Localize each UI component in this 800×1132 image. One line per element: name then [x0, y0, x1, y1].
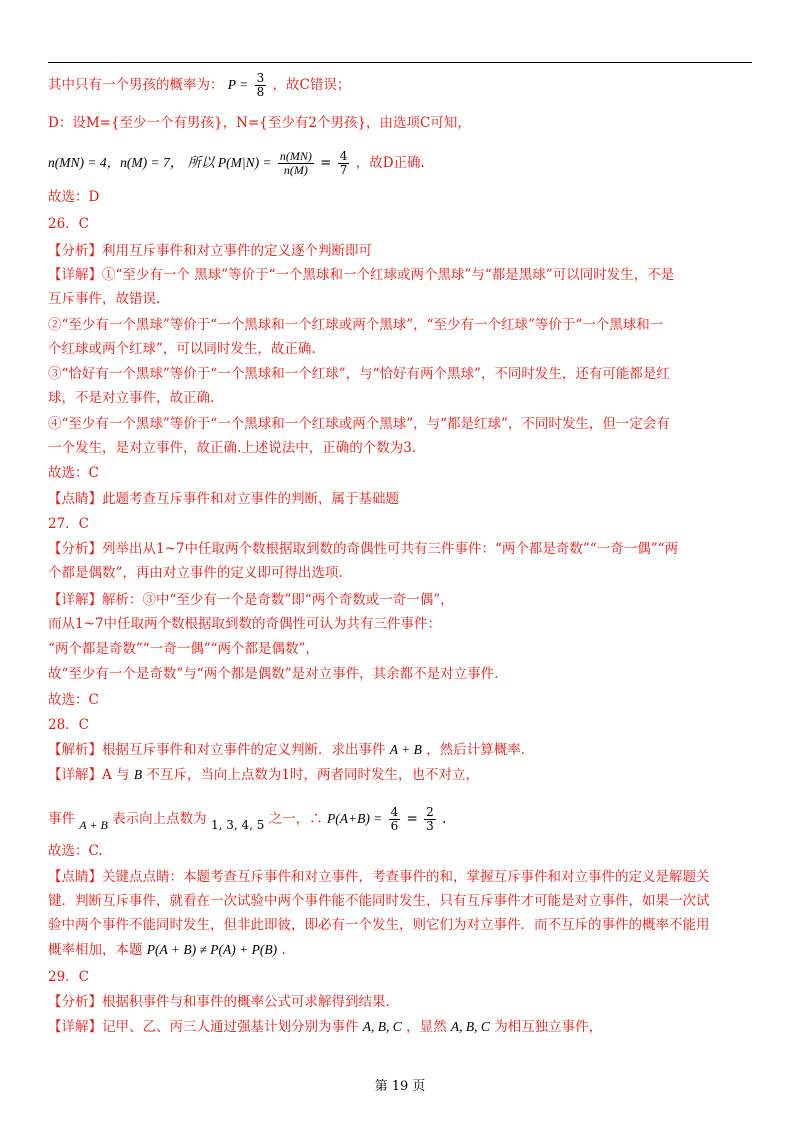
line-text: 其中只有一个男孩的概率为：	[48, 77, 224, 93]
page-footer: 第 19 页	[374, 1079, 426, 1094]
text-line: 故选：C	[48, 465, 99, 481]
numerator: 3	[256, 71, 265, 85]
text-line	[48, 806, 446, 833]
formula: 1, 3, 4, 5	[210, 818, 265, 832]
line-text: .	[281, 942, 286, 958]
fraction	[278, 150, 314, 177]
line-text: 【解析】根据互斥事件和对立事件的定义判断．求出事件	[48, 742, 386, 758]
text-line: ③“恰好有一个黑球”等价于“一个黑球和一个红球”，与“恰好有两个黑球”，不同时发生，还有可能都是红	[48, 366, 670, 382]
line-text: 事件	[48, 811, 75, 827]
text-line: 【分析】根据积事件与和事件的概率公式可求解得到结果.	[48, 994, 390, 1010]
formula: P(A + B) ≠ P(A) + P(B)	[146, 942, 278, 957]
line-text: 不互斥，当向上点数为1时，两者同时发生，也不对立，	[146, 767, 479, 783]
line-text: 【详解】A 与	[48, 767, 130, 783]
numerator: n(MN)	[279, 149, 312, 163]
formula: P(A+B) =	[326, 811, 383, 826]
text-line: 球，不是对立事件，故正确.	[48, 390, 215, 406]
text-line	[48, 941, 286, 959]
text-line: 【分析】利用互斥事件和对立事件的定义逐个判断即可	[48, 243, 372, 259]
denominator: 7	[339, 163, 348, 177]
text-line: 一个发生，是对立事件，故正确.上述说法中，正确的个数为3.	[48, 440, 417, 456]
formula: A + B	[389, 742, 422, 757]
denominator: 6	[390, 819, 399, 833]
line-text: ，然后计算概率．	[426, 742, 535, 758]
numerator: 4	[390, 805, 399, 819]
text-line: 故选：C.	[48, 843, 103, 859]
text-line: 键．判断互斥事件，就看在一次试验中两个事件能不能同时发生，只有互斥事件才可能是对立事件，如果一次试	[48, 893, 710, 909]
line-text: 【详解】记甲、乙、丙三人通过强基计划分别为事件	[48, 1019, 359, 1035]
equals-sign: =	[320, 155, 332, 171]
line-text: 表示向上点数为	[112, 811, 207, 827]
fraction	[338, 150, 350, 177]
fraction	[255, 72, 267, 99]
denominator: 8	[256, 85, 265, 99]
formula: P =	[227, 77, 249, 92]
text-line: 验中两个事件不能同时发生，但非此即彼，即必有一个发生，则它们为对立事件．而不互斥的事件的概率不能用	[48, 917, 710, 933]
text-line: ④“至少有一个黑球”等价于“一个黑球和一个红球或两个黑球”，与“都是红球”，不同时发生，但一定会有	[48, 416, 670, 432]
line-text: ，显然	[406, 1019, 447, 1035]
fraction	[389, 806, 401, 833]
text-line: 【详解】解析：③中“至少有一个是奇数”即“两个奇数或一奇一偶”，	[48, 592, 454, 608]
question-number: 27．C	[48, 516, 90, 532]
text-line: 故“至少有一个是奇数”与“两个都是偶数”是对立事件，其余都不是对立事件.	[48, 666, 499, 682]
question-number: 29．C	[48, 969, 90, 985]
text-line	[48, 150, 425, 177]
line-text: 概率相加，本题	[48, 942, 143, 958]
text-line: 故选：D	[48, 189, 100, 205]
line-text: ，故C错误；	[272, 77, 351, 93]
numerator: 2	[426, 805, 434, 819]
formula: B	[133, 767, 143, 782]
numerator: 4	[339, 149, 348, 163]
question-number: 26．C	[48, 216, 90, 232]
text-line: 【点睛】关键点点睛：本题考查互斥事件和对立事件，考查事件的和，掌握互斥事件和对立事件的定义是解题关	[48, 869, 710, 885]
formula: 所以 P(M|N) =	[187, 155, 272, 170]
text-line: 互斥事件，故错误.	[48, 291, 161, 307]
text-line: 而从1~7中任取两个数根据取到数的奇偶性可认为共有三件事件：	[48, 616, 441, 632]
header-rule	[48, 62, 752, 63]
fraction	[424, 806, 436, 833]
text-line	[48, 766, 479, 784]
text-line: D：设M={至少一个有男孩}，N={至少有2个男孩}，由选项C可知，	[48, 115, 471, 131]
line-text: .	[442, 811, 447, 827]
text-line: 【点睛】此题考查互斥事件和对立事件的判断，属于基础题	[48, 491, 399, 507]
denominator: 3	[426, 819, 434, 833]
line-text: ，故D正确.	[355, 155, 425, 171]
text-line	[48, 1018, 602, 1036]
question-number: 28．C	[48, 717, 90, 733]
text-line	[48, 72, 350, 99]
text-line: 故选：C	[48, 692, 99, 708]
text-line: 个红球或两个红球”，可以同时发生，故正确.	[48, 341, 316, 357]
text-line: 个都是偶数”，再由对立事件的定义即可得出选项.	[48, 565, 343, 581]
formula: A, B, C	[362, 1019, 402, 1034]
equals-sign: =	[406, 811, 418, 827]
formula: A + B	[79, 818, 108, 832]
text-line: “两个都是奇数”“一奇一偶”“两个都是偶数”，	[48, 641, 319, 657]
text-line: 【详解】①“至少有一个 黑球”等价于“一个黑球和一个红球或两个黑球”与“都是黑球”可以同时发生，不是	[48, 267, 675, 283]
formula: n(MN) = 4，n(M) = 7，	[48, 155, 184, 170]
line-text: 为相互独立事件，	[494, 1019, 603, 1035]
line-text: 之一，∴	[268, 811, 323, 827]
formula: A, B, C	[450, 1019, 490, 1034]
denominator: n(M)	[283, 163, 308, 177]
text-line: 【分析】列举出从1~7中任取两个数根据取到数的奇偶性可共有三件事件：“两个都是奇数”“一奇一偶”“两	[48, 541, 678, 557]
text-line	[48, 741, 534, 759]
text-line: ②“至少有一个黑球”等价于“一个黑球和一个红球或两个黑球”，“至少有一个红球”等价于“一个黑球和一	[48, 317, 664, 333]
